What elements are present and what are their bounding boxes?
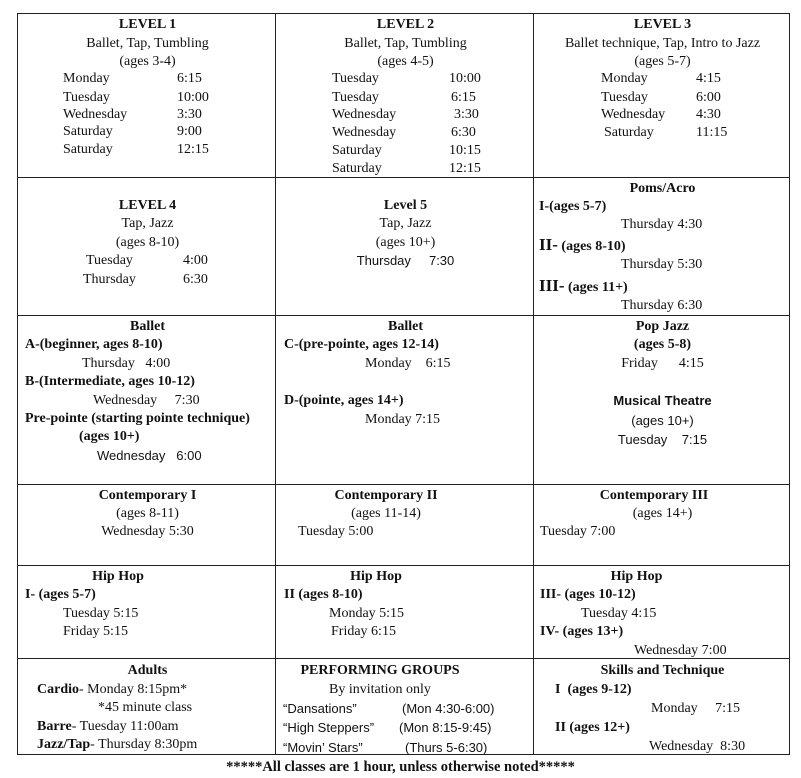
level1-time: 9:00 xyxy=(177,124,202,139)
level1-subtitle: Ballet, Tap, Tumbling xyxy=(86,36,209,51)
level2-day: Tuesday xyxy=(332,90,379,105)
popjazz-time: Friday 4:15 xyxy=(621,356,704,371)
hiphop2-time-1: Monday 5:15 xyxy=(329,606,405,621)
hiphop1-group: I- (ages 5-7) xyxy=(25,587,96,602)
poms-num-2: II- xyxy=(539,235,558,254)
poms-time-3: Thursday 6:30 xyxy=(621,298,703,313)
level4-day: Tuesday xyxy=(86,253,133,268)
contemporary2-title: Contemporary II xyxy=(334,488,438,503)
hiphop1-time-2: Friday 5:15 xyxy=(63,624,128,639)
ballet-d-time: Monday 7:15 xyxy=(365,412,441,427)
level4-time: 4:00 xyxy=(183,253,208,268)
hiphop3-group-1: III- (ages 10-12) xyxy=(540,587,636,602)
skills-time-1: Monday 7:15 xyxy=(651,701,741,716)
ballet1-cell xyxy=(17,315,276,485)
level5-time: Thursday 7:30 xyxy=(356,253,455,268)
group-name: “Dansations” xyxy=(283,701,357,716)
contemporary2-cell xyxy=(275,484,534,566)
ballet-b-time: Wednesday 7:30 xyxy=(93,393,200,408)
level4-ages: (ages 8-10) xyxy=(115,235,180,250)
hiphop2-group: II (ages 8-10) xyxy=(284,587,363,602)
adults-cell xyxy=(17,658,276,755)
level1-time: 6:15 xyxy=(177,71,202,86)
skills-time-2: Wednesday 8:30 xyxy=(649,739,746,754)
level1-day: Monday xyxy=(63,71,110,86)
hiphop2-time-2: Friday 6:15 xyxy=(331,624,396,639)
popjazz-title: Pop Jazz xyxy=(635,319,690,334)
level2-title: LEVEL 2 xyxy=(376,17,435,32)
pre-pointe-time: Wednesday 6:00 xyxy=(97,448,202,463)
musical-theatre-title: Musical Theatre xyxy=(613,393,712,408)
level5-title: Level 5 xyxy=(383,198,428,213)
ballet-c-time: Monday 6:15 xyxy=(365,356,451,371)
ballet-b-label: B-(Intermediate, ages 10-12) xyxy=(25,374,195,389)
level3-day: Tuesday xyxy=(601,90,648,105)
group-time: (Mon 8:15-9:45) xyxy=(399,720,492,735)
performing-groups-title: PERFORMING GROUPS xyxy=(300,663,460,678)
level2-time: 6:15 xyxy=(451,90,476,105)
level3-time: 4:30 xyxy=(696,107,721,122)
level4-subtitle: Tap, Jazz xyxy=(121,216,174,231)
level2-day: Wednesday xyxy=(332,107,397,122)
level2-time: 10:15 xyxy=(449,143,481,158)
level2-time: 3:30 xyxy=(454,107,479,122)
hiphop1-time-1: Tuesday 5:15 xyxy=(63,606,139,621)
poms-num-3: III- xyxy=(539,276,565,295)
level1-time: 3:30 xyxy=(177,107,202,122)
level3-time: 4:15 xyxy=(696,71,721,86)
level1-cell xyxy=(17,13,276,178)
level2-time: 6:30 xyxy=(451,125,476,140)
skills-cell xyxy=(533,658,790,755)
ballet2-title: Ballet xyxy=(388,319,423,334)
cardio-note: *45 minute class xyxy=(98,700,193,715)
group-name: “High Steppers” xyxy=(283,720,375,735)
level2-time: 10:00 xyxy=(449,71,481,86)
poms-time-2: Thursday 5:30 xyxy=(621,257,703,272)
schedule-grid xyxy=(17,13,790,755)
contemporary3-cell xyxy=(533,484,790,566)
hiphop2-cell xyxy=(275,565,534,659)
hiphop3-cell xyxy=(533,565,790,659)
level2-subtitle: Ballet, Tap, Tumbling xyxy=(344,36,467,51)
cardio-label: Cardio xyxy=(37,682,79,697)
footer-note: *****All classes are 1 hour, unless otherwise noted***** xyxy=(226,759,575,775)
level1-day: Wednesday xyxy=(63,107,128,122)
level2-cell xyxy=(275,13,534,178)
level5-subtitle: Tap, Jazz xyxy=(379,216,432,231)
level3-ages: (ages 5-7) xyxy=(634,54,691,69)
musical-theatre-time: Tuesday 7:15 xyxy=(617,432,708,447)
contemporary2-time: Tuesday 5:00 xyxy=(298,524,374,539)
level4-title: LEVEL 4 xyxy=(118,198,177,213)
level3-time: 6:00 xyxy=(696,90,721,105)
level3-day: Saturday xyxy=(604,125,654,140)
level1-ages: (ages 3-4) xyxy=(119,54,176,69)
level3-day: Monday xyxy=(601,71,648,86)
level1-day: Tuesday xyxy=(63,90,110,105)
contemporary1-ages: (ages 8-11) xyxy=(116,506,179,521)
level4-time: 6:30 xyxy=(183,272,208,287)
level3-cell xyxy=(533,13,790,178)
pre-pointe-ages: (ages 10+) xyxy=(79,429,140,444)
group-time: (Thurs 5-6:30) xyxy=(405,740,488,755)
performing-groups-cell xyxy=(275,658,534,755)
jazz-tap-label: Jazz/Tap xyxy=(37,737,91,752)
level5-ages: (ages 10+) xyxy=(375,235,436,250)
ballet-c-label: C-(pre-pointe, ages 12-14) xyxy=(284,337,439,352)
poms-title: Poms/Acro xyxy=(629,181,696,196)
contemporary1-time: Wednesday 5:30 xyxy=(101,524,194,539)
contemporary3-title: Contemporary III xyxy=(599,488,709,503)
popjazz-cell xyxy=(533,315,790,485)
group-time: (Mon 4:30-6:00) xyxy=(402,701,495,716)
group-name: “Movin’ Stars” xyxy=(283,740,363,755)
pre-pointe-label: Pre-pointe (starting pointe technique) xyxy=(25,411,250,426)
level2-day: Saturday xyxy=(332,161,382,176)
level4-day: Thursday xyxy=(83,272,136,287)
hiphop1-cell xyxy=(17,565,276,659)
level2-day: Saturday xyxy=(332,143,382,158)
hiphop3-time-1: Tuesday 4:15 xyxy=(581,606,657,621)
level1-day: Saturday xyxy=(63,124,113,139)
level3-title: LEVEL 3 xyxy=(633,17,692,32)
poms-group-1: I-(ages 5-7) xyxy=(539,199,607,214)
level2-day: Tuesday xyxy=(332,71,379,86)
skills-group-2: II (ages 12+) xyxy=(555,720,630,735)
level1-title: LEVEL 1 xyxy=(118,17,177,32)
contemporary3-time: Tuesday 7:00 xyxy=(540,524,616,539)
skills-title: Skills and Technique xyxy=(600,663,725,678)
poms-time-1: Thursday 4:30 xyxy=(621,217,703,232)
level1-day: Saturday xyxy=(63,142,113,157)
ballet-a-label: A-(beginner, ages 8-10) xyxy=(25,337,163,352)
poms-group-3: (ages 11+) xyxy=(568,280,628,295)
ballet-a-time: Thursday 4:00 xyxy=(82,356,171,371)
ballet-d-label: D-(pointe, ages 14+) xyxy=(284,393,404,408)
contemporary2-ages: (ages 11-14) xyxy=(351,506,421,521)
hiphop3-group-2: IV- (ages 13+) xyxy=(540,624,624,639)
level3-time: 11:15 xyxy=(696,125,728,140)
level2-ages: (ages 4-5) xyxy=(377,54,434,69)
popjazz-ages: (ages 5-8) xyxy=(633,337,692,352)
contemporary1-cell xyxy=(17,484,276,566)
level5-cell xyxy=(275,177,534,316)
level1-time: 12:15 xyxy=(177,142,209,157)
hiphop3-time-2: Wednesday 7:00 xyxy=(634,643,727,658)
performing-groups-subtitle: By invitation only xyxy=(329,682,431,697)
contemporary1-title: Contemporary I xyxy=(98,488,197,503)
level2-time: 12:15 xyxy=(449,161,481,176)
hiphop3-title: Hip Hop xyxy=(610,569,663,584)
level3-day: Wednesday xyxy=(601,107,666,122)
hiphop2-title: Hip Hop xyxy=(350,569,402,584)
ballet1-title: Ballet xyxy=(130,319,165,334)
adults-title: Adults xyxy=(127,663,168,678)
jazz-tap-time: - Thursday 8:30pm xyxy=(90,737,198,752)
level1-time: 10:00 xyxy=(177,90,209,105)
hiphop1-title: Hip Hop xyxy=(92,569,144,584)
level3-subtitle: Ballet technique, Tap, Intro to Jazz xyxy=(564,36,761,51)
poms-cell xyxy=(533,177,790,316)
contemporary3-ages: (ages 14+) xyxy=(632,506,693,521)
cardio-time: - Monday 8:15pm* xyxy=(79,682,188,697)
level4-cell xyxy=(17,177,276,316)
skills-group-1: I (ages 9-12) xyxy=(555,682,632,697)
barre-time: - Tuesday 11:00am xyxy=(71,719,179,734)
level2-day: Wednesday xyxy=(332,125,397,140)
poms-group-2: (ages 8-10) xyxy=(561,239,626,254)
ballet2-cell xyxy=(275,315,534,485)
musical-theatre-ages: (ages 10+) xyxy=(631,413,694,428)
barre-label: Barre xyxy=(37,719,72,734)
